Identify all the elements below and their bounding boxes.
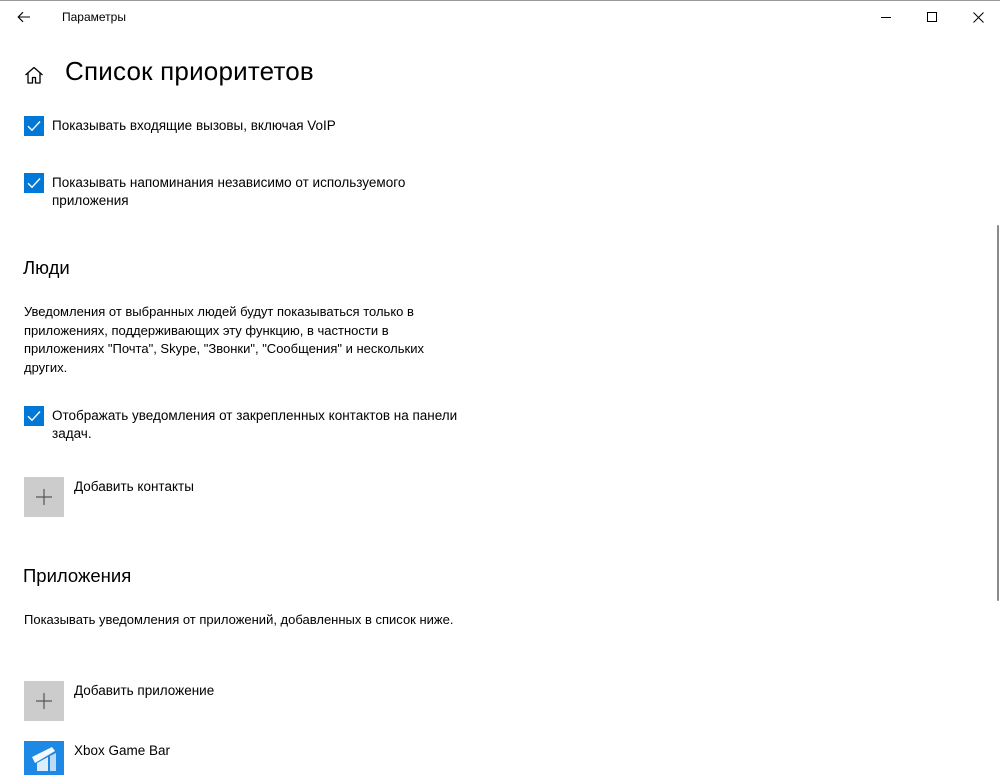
page-title: Список приоритетов: [65, 56, 314, 86]
incoming-calls-label: Показывать входящие вызовы, включая VoIP: [52, 118, 336, 133]
plus-icon: [35, 488, 53, 506]
add-contacts-label[interactable]: Добавить контакты: [74, 479, 194, 494]
add-app-label[interactable]: Добавить приложение: [74, 683, 215, 698]
plus-icon: [35, 692, 53, 710]
people-description: Уведомления от выбранных людей будут показываться только в приложениях, поддерживающих эту функцию, в частности в приложениях "Почта", Skype, "Звонки", "Сообщения" и нескольких других.: [24, 304, 424, 375]
pinned-contacts-label: Отображать уведомления от закрепленных контактов на панели задач.: [52, 408, 458, 441]
home-icon: [24, 66, 44, 84]
close-button[interactable]: [955, 2, 1000, 32]
checkmark-icon: [27, 177, 41, 189]
title-bar: [0, 1, 1000, 33]
incoming-calls-checkbox[interactable]: [24, 116, 44, 136]
maximize-icon: [927, 12, 937, 22]
checkmark-icon: [27, 120, 41, 132]
add-app-button[interactable]: [24, 681, 64, 721]
checkmark-icon: [27, 410, 41, 422]
reminders-checkbox[interactable]: [24, 173, 44, 193]
xbox-game-bar-icon[interactable]: [24, 741, 64, 775]
back-button[interactable]: [8, 2, 40, 32]
back-arrow-icon: [17, 11, 31, 23]
minimize-icon: [881, 12, 891, 22]
add-contacts-button[interactable]: [24, 477, 64, 517]
minimize-button[interactable]: [863, 2, 909, 32]
app-title: Параметры: [62, 10, 126, 24]
home-button[interactable]: [21, 62, 47, 88]
people-heading: Люди: [23, 257, 70, 278]
scrollbar[interactable]: [997, 225, 999, 601]
apps-heading: Приложения: [23, 565, 132, 586]
apps-description: Показывать уведомления от приложений, добавленных в список ниже.: [24, 612, 454, 627]
close-icon: [973, 12, 984, 23]
reminders-label: Показывать напоминания независимо от используемого приложения: [52, 175, 406, 208]
pinned-contacts-checkbox[interactable]: [24, 406, 44, 426]
app-list-item-name[interactable]: Xbox Game Bar: [74, 743, 171, 758]
maximize-button[interactable]: [909, 2, 955, 32]
